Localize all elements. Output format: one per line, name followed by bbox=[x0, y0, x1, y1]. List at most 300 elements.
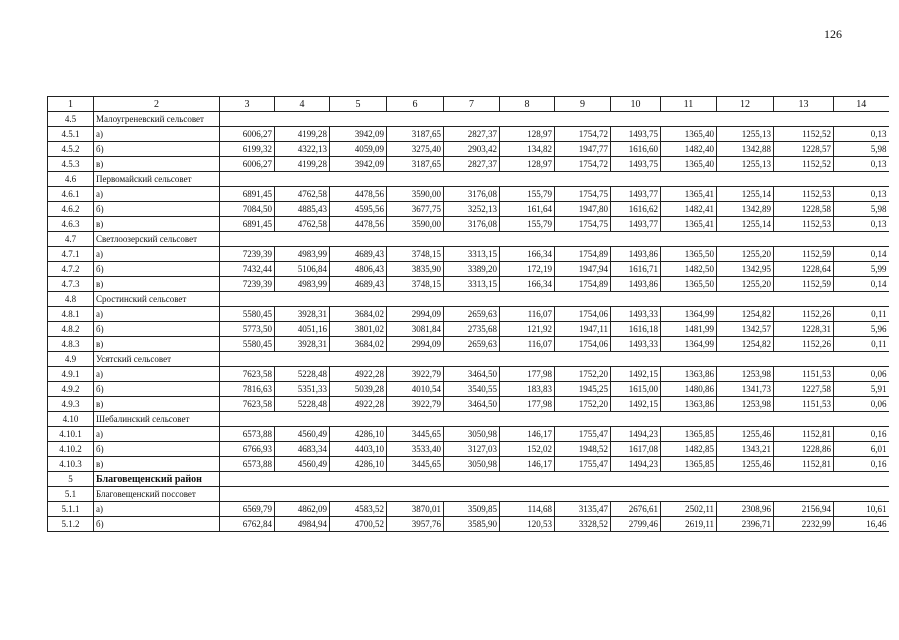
value-cell: 1363,86 bbox=[661, 397, 717, 412]
value-cell: 3684,02 bbox=[330, 337, 387, 352]
value-cell: 0,13 bbox=[834, 127, 889, 142]
row-label: в) bbox=[94, 217, 220, 232]
value-cell: 1228,31 bbox=[774, 322, 834, 337]
value-cell: 1152,53 bbox=[774, 217, 834, 232]
value-cell: 1616,18 bbox=[611, 322, 661, 337]
section-filler bbox=[220, 352, 889, 367]
value-cell: 1493,33 bbox=[611, 307, 661, 322]
table-row bbox=[48, 382, 889, 397]
value-cell: 114,68 bbox=[500, 502, 555, 517]
value-cell: 3748,15 bbox=[387, 247, 444, 262]
row-number: 4.10.3 bbox=[48, 457, 94, 472]
table-row bbox=[48, 277, 889, 292]
value-cell: 1254,82 bbox=[717, 307, 774, 322]
value-cell: 1228,58 bbox=[774, 202, 834, 217]
table-row bbox=[48, 457, 889, 472]
value-cell: 3509,85 bbox=[444, 502, 500, 517]
value-cell: 183,83 bbox=[500, 382, 555, 397]
district-row bbox=[48, 472, 889, 487]
value-cell: 3135,47 bbox=[555, 502, 611, 517]
value-cell: 1754,75 bbox=[555, 217, 611, 232]
value-cell: 128,97 bbox=[500, 127, 555, 142]
value-cell: 2396,71 bbox=[717, 517, 774, 532]
value-cell: 1616,60 bbox=[611, 142, 661, 157]
row-number: 4.8.2 bbox=[48, 322, 94, 337]
value-cell: 4700,52 bbox=[330, 517, 387, 532]
table-body bbox=[48, 97, 889, 532]
header-cell: 6 bbox=[387, 97, 444, 112]
value-cell: 2827,37 bbox=[444, 157, 500, 172]
value-cell: 0,11 bbox=[834, 307, 889, 322]
value-cell: 1480,86 bbox=[661, 382, 717, 397]
value-cell: 1493,75 bbox=[611, 157, 661, 172]
value-cell: 3445,65 bbox=[387, 457, 444, 472]
value-cell: 1755,47 bbox=[555, 427, 611, 442]
value-cell: 3081,84 bbox=[387, 322, 444, 337]
row-label: а) bbox=[94, 127, 220, 142]
value-cell: 120,53 bbox=[500, 517, 555, 532]
value-cell: 2799,46 bbox=[611, 517, 661, 532]
value-cell: 6569,79 bbox=[220, 502, 275, 517]
row-label: в) bbox=[94, 397, 220, 412]
value-cell: 2659,63 bbox=[444, 307, 500, 322]
value-cell: 5580,45 bbox=[220, 337, 275, 352]
value-cell: 4403,10 bbox=[330, 442, 387, 457]
value-cell: 1482,85 bbox=[661, 442, 717, 457]
row-number: 5.1.2 bbox=[48, 517, 94, 532]
value-cell: 3176,08 bbox=[444, 217, 500, 232]
value-cell: 1493,33 bbox=[611, 337, 661, 352]
value-cell: 3313,15 bbox=[444, 247, 500, 262]
section-row bbox=[48, 172, 889, 187]
value-cell: 6199,32 bbox=[220, 142, 275, 157]
value-cell: 1365,40 bbox=[661, 127, 717, 142]
value-cell: 7432,44 bbox=[220, 262, 275, 277]
value-cell: 3928,31 bbox=[275, 307, 330, 322]
value-cell: 5,98 bbox=[834, 142, 889, 157]
section-number: 4.10 bbox=[48, 412, 94, 427]
row-number: 4.10.1 bbox=[48, 427, 94, 442]
value-cell: 3389,20 bbox=[444, 262, 500, 277]
value-cell: 1754,72 bbox=[555, 127, 611, 142]
row-label: в) bbox=[94, 277, 220, 292]
section-title: Первомайский сельсовет bbox=[94, 172, 220, 187]
row-label: а) bbox=[94, 247, 220, 262]
value-cell: 1227,58 bbox=[774, 382, 834, 397]
value-cell: 1365,50 bbox=[661, 277, 717, 292]
section-number: 4.8 bbox=[48, 292, 94, 307]
value-cell: 152,02 bbox=[500, 442, 555, 457]
value-cell: 3590,00 bbox=[387, 187, 444, 202]
section-number: 5.1 bbox=[48, 487, 94, 502]
value-cell: 4322,13 bbox=[275, 142, 330, 157]
row-label: а) bbox=[94, 307, 220, 322]
value-cell: 0,14 bbox=[834, 247, 889, 262]
row-label: а) bbox=[94, 187, 220, 202]
value-cell: 1341,73 bbox=[717, 382, 774, 397]
row-label: б) bbox=[94, 322, 220, 337]
section-title: Усятский сельсовет bbox=[94, 352, 220, 367]
value-cell: 2619,11 bbox=[661, 517, 717, 532]
row-number: 4.7.3 bbox=[48, 277, 94, 292]
value-cell: 0,14 bbox=[834, 277, 889, 292]
value-cell: 166,34 bbox=[500, 277, 555, 292]
table-row bbox=[48, 202, 889, 217]
value-cell: 1752,20 bbox=[555, 397, 611, 412]
value-cell: 4478,56 bbox=[330, 217, 387, 232]
section-row bbox=[48, 352, 889, 367]
value-cell: 4199,28 bbox=[275, 157, 330, 172]
value-cell: 2994,09 bbox=[387, 307, 444, 322]
value-cell: 1754,75 bbox=[555, 187, 611, 202]
value-cell: 3445,65 bbox=[387, 427, 444, 442]
value-cell: 1754,89 bbox=[555, 247, 611, 262]
value-cell: 146,17 bbox=[500, 427, 555, 442]
row-label: б) bbox=[94, 382, 220, 397]
value-cell: 2308,96 bbox=[717, 502, 774, 517]
value-cell: 1255,20 bbox=[717, 247, 774, 262]
value-cell: 3801,02 bbox=[330, 322, 387, 337]
row-number: 4.9.2 bbox=[48, 382, 94, 397]
header-cell: 9 bbox=[555, 97, 611, 112]
section-title: Благовещенский поссовет bbox=[94, 487, 220, 502]
value-cell: 1754,89 bbox=[555, 277, 611, 292]
section-filler bbox=[220, 472, 889, 487]
table-row bbox=[48, 217, 889, 232]
value-cell: 128,97 bbox=[500, 157, 555, 172]
value-cell: 4762,58 bbox=[275, 217, 330, 232]
value-cell: 1364,99 bbox=[661, 307, 717, 322]
row-number: 4.8.3 bbox=[48, 337, 94, 352]
table-row bbox=[48, 367, 889, 382]
value-cell: 0,13 bbox=[834, 157, 889, 172]
header-cell: 10 bbox=[611, 97, 661, 112]
table-row bbox=[48, 157, 889, 172]
value-cell: 3328,52 bbox=[555, 517, 611, 532]
value-cell: 1342,95 bbox=[717, 262, 774, 277]
value-cell: 1482,41 bbox=[661, 202, 717, 217]
value-cell: 1365,50 bbox=[661, 247, 717, 262]
value-cell: 5,98 bbox=[834, 202, 889, 217]
row-number: 4.6.1 bbox=[48, 187, 94, 202]
value-cell: 6766,93 bbox=[220, 442, 275, 457]
value-cell: 1253,98 bbox=[717, 367, 774, 382]
value-cell: 1754,72 bbox=[555, 157, 611, 172]
value-cell: 1947,80 bbox=[555, 202, 611, 217]
value-cell: 2659,63 bbox=[444, 337, 500, 352]
row-number: 4.10.2 bbox=[48, 442, 94, 457]
value-cell: 155,79 bbox=[500, 217, 555, 232]
value-cell: 1365,41 bbox=[661, 187, 717, 202]
value-cell: 1493,77 bbox=[611, 217, 661, 232]
value-cell: 3957,76 bbox=[387, 517, 444, 532]
value-cell: 2232,99 bbox=[774, 517, 834, 532]
value-cell: 4560,49 bbox=[275, 427, 330, 442]
value-cell: 1616,62 bbox=[611, 202, 661, 217]
row-number: 4.7.1 bbox=[48, 247, 94, 262]
value-cell: 3922,79 bbox=[387, 397, 444, 412]
row-number: 4.7.2 bbox=[48, 262, 94, 277]
header-cell: 1 bbox=[48, 97, 94, 112]
row-label: б) bbox=[94, 202, 220, 217]
value-cell: 1494,23 bbox=[611, 427, 661, 442]
row-number: 4.8.1 bbox=[48, 307, 94, 322]
table-row bbox=[48, 502, 889, 517]
row-number: 5.1.1 bbox=[48, 502, 94, 517]
value-cell: 1365,85 bbox=[661, 457, 717, 472]
value-cell: 1152,52 bbox=[774, 127, 834, 142]
value-cell: 1255,13 bbox=[717, 157, 774, 172]
value-cell: 1755,47 bbox=[555, 457, 611, 472]
header-cell: 3 bbox=[220, 97, 275, 112]
row-label: а) bbox=[94, 502, 220, 517]
value-cell: 1151,53 bbox=[774, 367, 834, 382]
value-cell: 1494,23 bbox=[611, 457, 661, 472]
section-number: 4.9 bbox=[48, 352, 94, 367]
row-label: а) bbox=[94, 427, 220, 442]
value-cell: 7239,39 bbox=[220, 247, 275, 262]
section-row bbox=[48, 412, 889, 427]
value-cell: 1152,59 bbox=[774, 247, 834, 262]
value-cell: 6891,45 bbox=[220, 187, 275, 202]
value-cell: 1152,26 bbox=[774, 337, 834, 352]
section-title: Малоугреневский сельсовет bbox=[94, 112, 220, 127]
value-cell: 1492,15 bbox=[611, 367, 661, 382]
value-cell: 1493,75 bbox=[611, 127, 661, 142]
value-cell: 1151,53 bbox=[774, 397, 834, 412]
value-cell: 3928,31 bbox=[275, 337, 330, 352]
section-title: Светлоозерский сельсовет bbox=[94, 232, 220, 247]
value-cell: 3585,90 bbox=[444, 517, 500, 532]
value-cell: 7084,50 bbox=[220, 202, 275, 217]
value-cell: 3275,40 bbox=[387, 142, 444, 157]
value-cell: 5,99 bbox=[834, 262, 889, 277]
value-cell: 5580,45 bbox=[220, 307, 275, 322]
value-cell: 3533,40 bbox=[387, 442, 444, 457]
value-cell: 116,07 bbox=[500, 337, 555, 352]
value-cell: 2827,37 bbox=[444, 127, 500, 142]
section-filler bbox=[220, 487, 889, 502]
table-row bbox=[48, 127, 889, 142]
value-cell: 1945,25 bbox=[555, 382, 611, 397]
value-cell: 155,79 bbox=[500, 187, 555, 202]
table-row bbox=[48, 427, 889, 442]
value-cell: 6006,27 bbox=[220, 157, 275, 172]
value-cell: 3187,65 bbox=[387, 157, 444, 172]
value-cell: 1255,13 bbox=[717, 127, 774, 142]
value-cell: 0,11 bbox=[834, 337, 889, 352]
value-cell: 4984,94 bbox=[275, 517, 330, 532]
value-cell: 7623,58 bbox=[220, 367, 275, 382]
row-number: 4.5.1 bbox=[48, 127, 94, 142]
value-cell: 5228,48 bbox=[275, 367, 330, 382]
value-cell: 4683,34 bbox=[275, 442, 330, 457]
value-cell: 1617,08 bbox=[611, 442, 661, 457]
value-cell: 0,13 bbox=[834, 187, 889, 202]
section-filler bbox=[220, 412, 889, 427]
value-cell: 1342,89 bbox=[717, 202, 774, 217]
value-cell: 1493,86 bbox=[611, 247, 661, 262]
value-cell: 5,96 bbox=[834, 322, 889, 337]
value-cell: 121,92 bbox=[500, 322, 555, 337]
value-cell: 3050,98 bbox=[444, 457, 500, 472]
value-cell: 4689,43 bbox=[330, 247, 387, 262]
value-cell: 1365,85 bbox=[661, 427, 717, 442]
row-label: а) bbox=[94, 367, 220, 382]
value-cell: 0,16 bbox=[834, 457, 889, 472]
value-cell: 146,17 bbox=[500, 457, 555, 472]
section-row bbox=[48, 487, 889, 502]
value-cell: 1947,11 bbox=[555, 322, 611, 337]
value-cell: 5,91 bbox=[834, 382, 889, 397]
value-cell: 4478,56 bbox=[330, 187, 387, 202]
value-cell: 1947,94 bbox=[555, 262, 611, 277]
value-cell: 4862,09 bbox=[275, 502, 330, 517]
value-cell: 1482,50 bbox=[661, 262, 717, 277]
header-cell: 5 bbox=[330, 97, 387, 112]
value-cell: 3870,01 bbox=[387, 502, 444, 517]
value-cell: 3684,02 bbox=[330, 307, 387, 322]
value-cell: 4806,43 bbox=[330, 262, 387, 277]
value-cell: 7239,39 bbox=[220, 277, 275, 292]
value-cell: 116,07 bbox=[500, 307, 555, 322]
value-cell: 1253,98 bbox=[717, 397, 774, 412]
value-cell: 5773,50 bbox=[220, 322, 275, 337]
value-cell: 3127,03 bbox=[444, 442, 500, 457]
section-title: Благовещенский район bbox=[94, 472, 220, 487]
value-cell: 4199,28 bbox=[275, 127, 330, 142]
value-cell: 7816,63 bbox=[220, 382, 275, 397]
value-cell: 4922,28 bbox=[330, 397, 387, 412]
value-cell: 3677,75 bbox=[387, 202, 444, 217]
value-cell: 3835,90 bbox=[387, 262, 444, 277]
value-cell: 3942,09 bbox=[330, 127, 387, 142]
value-cell: 2903,42 bbox=[444, 142, 500, 157]
value-cell: 1152,81 bbox=[774, 457, 834, 472]
value-cell: 3313,15 bbox=[444, 277, 500, 292]
value-cell: 1342,88 bbox=[717, 142, 774, 157]
value-cell: 2735,68 bbox=[444, 322, 500, 337]
value-cell: 3540,55 bbox=[444, 382, 500, 397]
value-cell: 1364,99 bbox=[661, 337, 717, 352]
value-cell: 1152,59 bbox=[774, 277, 834, 292]
value-cell: 1492,15 bbox=[611, 397, 661, 412]
value-cell: 1948,52 bbox=[555, 442, 611, 457]
value-cell: 6,01 bbox=[834, 442, 889, 457]
row-label: в) bbox=[94, 157, 220, 172]
header-cell: 12 bbox=[717, 97, 774, 112]
section-title: Сростинский сельсовет bbox=[94, 292, 220, 307]
value-cell: 1616,71 bbox=[611, 262, 661, 277]
value-cell: 1228,64 bbox=[774, 262, 834, 277]
section-title: Шебалинский сельсовет bbox=[94, 412, 220, 427]
table-row bbox=[48, 517, 889, 532]
value-cell: 4583,52 bbox=[330, 502, 387, 517]
row-label: б) bbox=[94, 517, 220, 532]
value-cell: 172,19 bbox=[500, 262, 555, 277]
value-cell: 1152,52 bbox=[774, 157, 834, 172]
value-cell: 3748,15 bbox=[387, 277, 444, 292]
section-number: 4.6 bbox=[48, 172, 94, 187]
page-number: 126 bbox=[824, 27, 842, 41]
value-cell: 1343,21 bbox=[717, 442, 774, 457]
value-cell: 1255,20 bbox=[717, 277, 774, 292]
value-cell: 134,82 bbox=[500, 142, 555, 157]
value-cell: 1363,86 bbox=[661, 367, 717, 382]
table-row bbox=[48, 307, 889, 322]
value-cell: 1152,26 bbox=[774, 307, 834, 322]
value-cell: 4689,43 bbox=[330, 277, 387, 292]
value-cell: 1254,82 bbox=[717, 337, 774, 352]
value-cell: 1365,40 bbox=[661, 157, 717, 172]
row-number: 4.6.3 bbox=[48, 217, 94, 232]
section-number: 4.7 bbox=[48, 232, 94, 247]
header-cell: 8 bbox=[500, 97, 555, 112]
value-cell: 1255,46 bbox=[717, 457, 774, 472]
row-number: 4.6.2 bbox=[48, 202, 94, 217]
value-cell: 10,61 bbox=[834, 502, 889, 517]
section-filler bbox=[220, 232, 889, 247]
table-row bbox=[48, 262, 889, 277]
value-cell: 0,16 bbox=[834, 427, 889, 442]
value-cell: 1365,41 bbox=[661, 217, 717, 232]
value-cell: 3252,13 bbox=[444, 202, 500, 217]
value-cell: 4922,28 bbox=[330, 367, 387, 382]
value-cell: 1342,57 bbox=[717, 322, 774, 337]
header-cell: 11 bbox=[661, 97, 717, 112]
value-cell: 3942,09 bbox=[330, 157, 387, 172]
value-cell: 4059,09 bbox=[330, 142, 387, 157]
value-cell: 4010,54 bbox=[387, 382, 444, 397]
section-filler bbox=[220, 292, 889, 307]
value-cell: 1152,81 bbox=[774, 427, 834, 442]
value-cell: 1228,57 bbox=[774, 142, 834, 157]
value-cell: 1947,77 bbox=[555, 142, 611, 157]
value-cell: 4051,16 bbox=[275, 322, 330, 337]
row-number: 4.9.1 bbox=[48, 367, 94, 382]
section-number: 4.5 bbox=[48, 112, 94, 127]
row-label: в) bbox=[94, 457, 220, 472]
value-cell: 4595,56 bbox=[330, 202, 387, 217]
value-cell: 0,13 bbox=[834, 217, 889, 232]
row-label: б) bbox=[94, 442, 220, 457]
value-cell: 1754,06 bbox=[555, 337, 611, 352]
value-cell: 1481,99 bbox=[661, 322, 717, 337]
header-cell: 2 bbox=[94, 97, 220, 112]
section-number: 5 bbox=[48, 472, 94, 487]
value-cell: 6891,45 bbox=[220, 217, 275, 232]
section-row bbox=[48, 292, 889, 307]
value-cell: 3187,65 bbox=[387, 127, 444, 142]
header-cell: 7 bbox=[444, 97, 500, 112]
row-number: 4.9.3 bbox=[48, 397, 94, 412]
value-cell: 0,06 bbox=[834, 367, 889, 382]
value-cell: 177,98 bbox=[500, 367, 555, 382]
header-row bbox=[48, 97, 889, 112]
header-cell: 13 bbox=[774, 97, 834, 112]
value-cell: 4885,43 bbox=[275, 202, 330, 217]
section-filler bbox=[220, 172, 889, 187]
value-cell: 1754,06 bbox=[555, 307, 611, 322]
value-cell: 6762,84 bbox=[220, 517, 275, 532]
value-cell: 0,06 bbox=[834, 397, 889, 412]
table-row bbox=[48, 247, 889, 262]
value-cell: 2502,11 bbox=[661, 502, 717, 517]
value-cell: 177,98 bbox=[500, 397, 555, 412]
value-cell: 4286,10 bbox=[330, 457, 387, 472]
value-cell: 1255,14 bbox=[717, 217, 774, 232]
row-label: б) bbox=[94, 262, 220, 277]
